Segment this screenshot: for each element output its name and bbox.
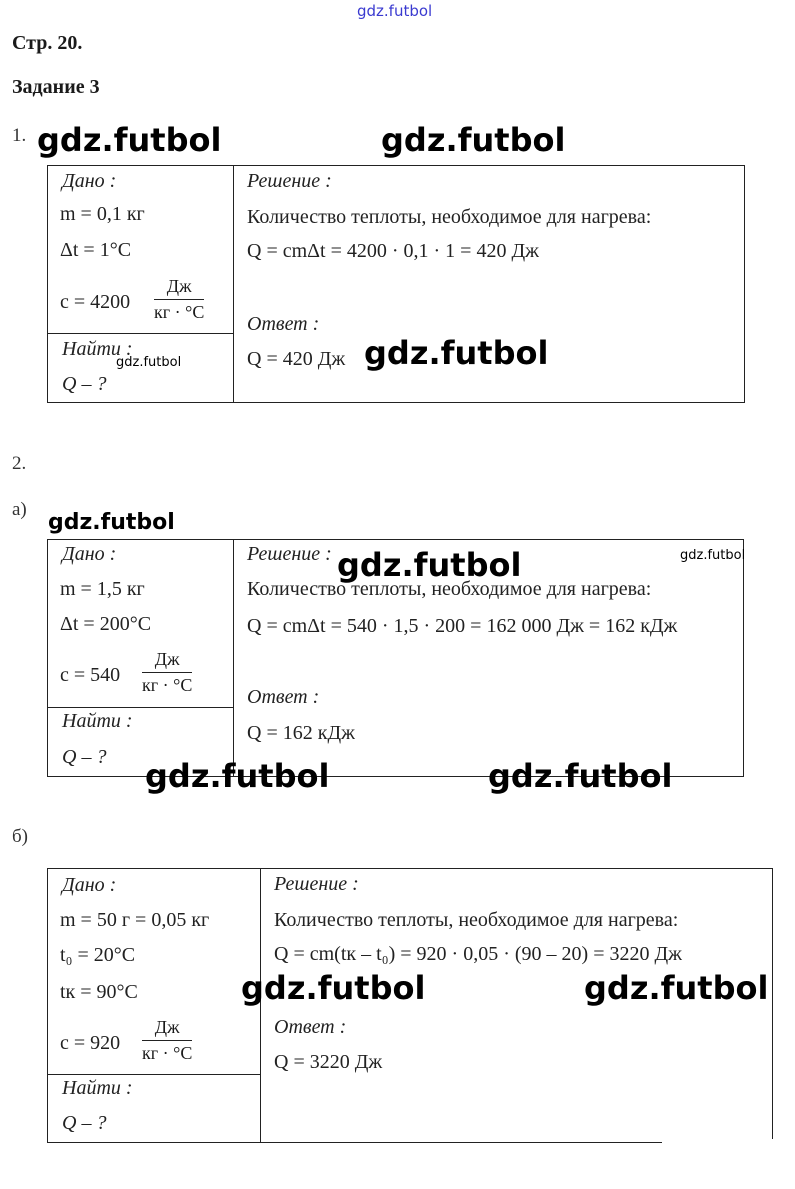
answer-value: Q = 3220 Дж — [274, 1051, 383, 1073]
answer-label: Ответ : — [247, 313, 320, 335]
solution-formula: Q = cm(tк – t₀) = 920 · 0,05 · (90 – 20) = 3220 Дж — [274, 943, 682, 965]
problem-1-number: 1. — [12, 125, 27, 146]
answer-label: Ответ : — [247, 686, 320, 708]
find-quantity: Q – ? — [62, 373, 107, 395]
watermark: gdz.futbol — [37, 121, 222, 159]
unit-denominator: кг · °C — [142, 675, 193, 695]
given-specific-heat: c = 4200 — [60, 291, 131, 313]
given-delta-t: Δt = 200°C — [60, 613, 152, 635]
answer-value: Q = 420 Дж — [247, 348, 346, 370]
answer-value: Q = 162 кДж — [247, 722, 355, 744]
unit-numerator: Дж — [142, 649, 192, 673]
given-specific-heat: c = 540 — [60, 664, 121, 686]
watermark-small: gdz.futbol — [680, 548, 746, 563]
given-mass: m = 0,1 кг — [60, 203, 145, 225]
watermark: gdz.futbol — [48, 510, 175, 535]
unit-fraction — [154, 276, 204, 323]
find-quantity: Q – ? — [62, 746, 107, 768]
task-heading: Задание 3 — [12, 76, 100, 98]
watermark: gdz.futbol — [145, 757, 330, 795]
given-delta-t: Δt = 1°C — [60, 239, 132, 261]
watermark-small: gdz.futbol — [116, 355, 182, 370]
unit-numerator: Дж — [154, 276, 204, 300]
watermark: gdz.futbol — [584, 969, 769, 1007]
watermark: gdz.futbol — [241, 969, 426, 1007]
page-number-heading: Стр. 20. — [12, 32, 83, 54]
answer-label: Ответ : — [274, 1016, 347, 1038]
site-watermark-top: gdz.futbol — [357, 2, 433, 20]
given-mass: m = 50 г = 0,05 кг — [60, 909, 210, 931]
unit-numerator: Дж — [142, 1017, 192, 1041]
find-label: Найти : — [62, 1077, 133, 1099]
find-label: Найти : — [62, 710, 133, 732]
solution-formula: Q = cmΔt = 4200 · 0,1 · 1 = 420 Дж — [247, 240, 539, 262]
given-end-temperature: tк = 90°C — [60, 981, 138, 1003]
solution-formula: Q = cmΔt = 540 · 1,5 · 200 = 162 000 Дж = 162 кДж — [247, 615, 678, 637]
given-start-temperature: t₀ = 20°C — [60, 944, 136, 966]
watermark: gdz.futbol — [488, 757, 673, 795]
unit-denominator: кг · °C — [142, 1043, 193, 1063]
find-label: Найти : — [62, 338, 133, 360]
problem-2b-label: б) — [12, 826, 28, 847]
problem-2a-label: а) — [12, 499, 27, 520]
solution-label: Решение : — [247, 543, 332, 565]
given-label: Дано : — [62, 874, 117, 896]
problem-2-number: 2. — [12, 453, 27, 474]
solution-label: Решение : — [274, 873, 359, 895]
solution-text: Количество теплоты, необходимое для нагрева: — [247, 206, 652, 228]
solution-label: Решение : — [247, 170, 332, 192]
watermark: gdz.futbol — [364, 334, 549, 372]
given-label: Дано : — [62, 543, 117, 565]
find-quantity: Q – ? — [62, 1112, 107, 1134]
unit-fraction — [142, 1017, 192, 1064]
watermark: gdz.futbol — [381, 121, 566, 159]
unit-denominator: кг · °C — [154, 302, 205, 322]
unit-fraction — [142, 649, 192, 696]
given-specific-heat: c = 920 — [60, 1032, 121, 1054]
given-mass: m = 1,5 кг — [60, 578, 145, 600]
solution-text: Количество теплоты, необходимое для нагрева: — [247, 578, 652, 600]
given-label: Дано : — [62, 170, 117, 192]
watermark: gdz.futbol — [337, 546, 522, 584]
solution-text: Количество теплоты, необходимое для нагрева: — [274, 909, 679, 931]
